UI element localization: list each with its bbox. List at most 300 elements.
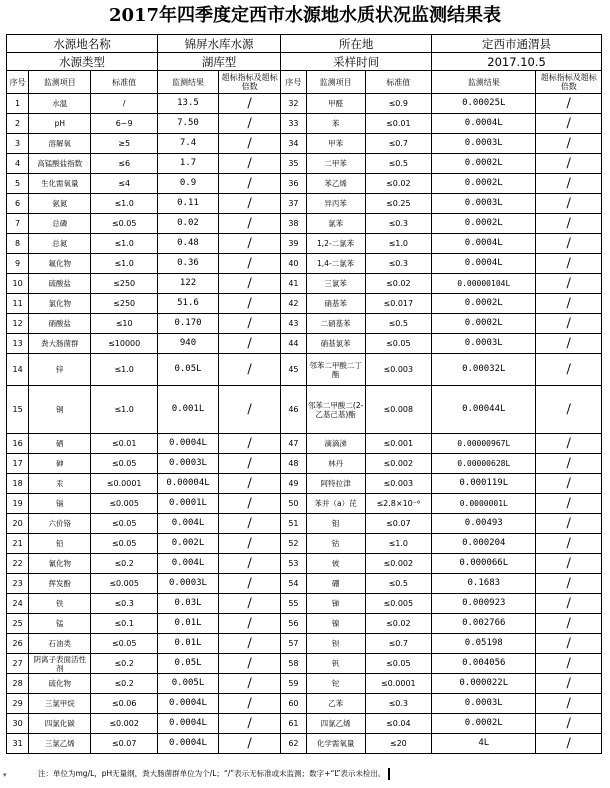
result-value-right: 0.0003L [432, 694, 536, 714]
row-number-right: 50 [281, 494, 307, 514]
result-value-left: 0.11 [157, 194, 218, 214]
result-value-right: 0.002766 [432, 614, 536, 634]
item-name-left: pH [29, 114, 91, 134]
table-row [7, 354, 602, 386]
table-row [7, 214, 602, 234]
standard-value-left: ≤4 [91, 174, 158, 194]
row-number-right: 58 [281, 654, 307, 674]
item-name-left: 四氯化碳 [29, 714, 91, 734]
footnote [38, 768, 390, 780]
result-value-right: 0.000066L [432, 554, 536, 574]
exceed-value-right: / [536, 434, 602, 454]
exceed-value-left: / [219, 674, 281, 694]
item-name-right: 钴 [306, 534, 365, 554]
exceed-value-right: / [536, 154, 602, 174]
item-name-right: 甲醛 [306, 94, 365, 114]
table-row [7, 94, 602, 114]
table-row [7, 334, 602, 354]
result-value-right: 0.00000967L [432, 434, 536, 454]
item-name-left: 镉 [29, 494, 91, 514]
standard-value-left: ≤0.07 [91, 734, 158, 754]
standard-value-right: ≤0.02 [365, 614, 432, 634]
row-number-right: 45 [281, 354, 307, 386]
item-name-right: 铊 [306, 674, 365, 694]
exceed-value-right: / [536, 694, 602, 714]
standard-value-right: ≤0.005 [365, 594, 432, 614]
row-number-left: 8 [7, 234, 29, 254]
row-number-left: 27 [7, 654, 29, 674]
table-row [7, 674, 602, 694]
table-row [7, 514, 602, 534]
exceed-value-right: / [536, 386, 602, 434]
item-name-left: 石油类 [29, 634, 91, 654]
report-title: 2017年四季度定西市水源地水质状况监测结果表 [108, 5, 502, 26]
item-name-left: 硝酸盐 [29, 314, 91, 334]
item-name-left: 三氯甲烷 [29, 694, 91, 714]
result-value-left: 0.05L [157, 354, 218, 386]
item-name-right: 1,2-二氯苯 [306, 234, 365, 254]
exceed-value-left: / [219, 94, 281, 114]
result-value-right: 0.0000001L [432, 494, 536, 514]
row-number-right: 35 [281, 154, 307, 174]
exceed-value-right: / [536, 294, 602, 314]
exceed-value-right: / [536, 454, 602, 474]
result-value-right: 0.0004L [432, 234, 536, 254]
table-row [7, 534, 602, 554]
exceed-value-left: / [219, 234, 281, 254]
result-value-left: 0.0004L [157, 694, 218, 714]
standard-value-left: ≤10 [91, 314, 158, 334]
item-name-right: 镍 [306, 614, 365, 634]
source-type-value: 湖库型 [157, 53, 280, 71]
item-name-right: 氯苯 [306, 214, 365, 234]
row-number-left: 11 [7, 294, 29, 314]
table-row [7, 254, 602, 274]
item-name-left: 氟化物 [29, 254, 91, 274]
exceed-value-left: / [219, 274, 281, 294]
exceed-value-left: / [219, 694, 281, 714]
item-name-left: 总氮 [29, 234, 91, 254]
table-row [7, 386, 602, 434]
item-name-left: 氯化物 [29, 294, 91, 314]
result-value-left: 51.6 [157, 294, 218, 314]
exceed-value-left: / [219, 494, 281, 514]
row-number-left: 3 [7, 134, 29, 154]
table-row [7, 194, 602, 214]
result-value-left: 0.0003L [157, 574, 218, 594]
standard-value-right: ≤0.01 [365, 114, 432, 134]
row-number-left: 19 [7, 494, 29, 514]
exceed-value-right: / [536, 614, 602, 634]
exceed-value-right: / [536, 554, 602, 574]
exceed-value-left: / [219, 654, 281, 674]
row-number-left: 16 [7, 434, 29, 454]
row-number-left: 1 [7, 94, 29, 114]
row-number-left: 13 [7, 334, 29, 354]
item-name-right: 乙苯 [306, 694, 365, 714]
exceed-value-right: / [536, 674, 602, 694]
standard-value-left: ≤1.0 [91, 234, 158, 254]
row-number-left: 24 [7, 594, 29, 614]
result-value-right: 0.0002L [432, 314, 536, 334]
exceed-value-left: / [219, 294, 281, 314]
exceed-value-left: / [219, 574, 281, 594]
standard-value-right: ≤0.5 [365, 574, 432, 594]
item-name-left: 三氯乙烯 [29, 734, 91, 754]
standard-value-left: ≤6 [91, 154, 158, 174]
result-value-left: 0.01L [157, 614, 218, 634]
meta-row-2 [7, 53, 602, 71]
exceed-value-left: / [219, 134, 281, 154]
source-type-label: 水源类型 [7, 53, 158, 71]
result-value-left: 0.01L [157, 634, 218, 654]
standard-value-right: ≤1.0 [365, 534, 432, 554]
row-number-right: 36 [281, 174, 307, 194]
row-number-left: 5 [7, 174, 29, 194]
result-value-right: 0.00493 [432, 514, 536, 534]
exceed-value-left: / [219, 154, 281, 174]
result-value-right: 0.00000628L [432, 454, 536, 474]
item-name-left: 六价铬 [29, 514, 91, 534]
exceed-value-left: / [219, 454, 281, 474]
standard-value-left: ≤1.0 [91, 354, 158, 386]
header-result: 监测结果 [157, 71, 218, 94]
result-value-left: 940 [157, 334, 218, 354]
exceed-value-left: / [219, 334, 281, 354]
row-number-right: 47 [281, 434, 307, 454]
result-value-right: 0.000119L [432, 474, 536, 494]
result-value-right: 0.0003L [432, 194, 536, 214]
exceed-value-right: / [536, 494, 602, 514]
item-name-left: 汞 [29, 474, 91, 494]
result-value-left: 0.004L [157, 554, 218, 574]
standard-value-right: ≤0.5 [365, 314, 432, 334]
table-row [7, 734, 602, 754]
item-name-left: 阴离子表面活性剂 [29, 654, 91, 674]
standard-value-right: ≤0.9 [365, 94, 432, 114]
standard-value-left: ≤1.0 [91, 386, 158, 434]
row-number-right: 33 [281, 114, 307, 134]
result-value-right: 0.0002L [432, 294, 536, 314]
row-number-left: 29 [7, 694, 29, 714]
table-row [7, 694, 602, 714]
header-item-2: 监测项目 [306, 71, 365, 94]
row-number-right: 40 [281, 254, 307, 274]
source-name-value: 锦屏水库水源 [157, 35, 280, 53]
table-row [7, 314, 602, 334]
exceed-value-left: / [219, 534, 281, 554]
exceed-value-right: / [536, 174, 602, 194]
standard-value-right: ≤0.5 [365, 154, 432, 174]
item-name-left: 锌 [29, 354, 91, 386]
table-row [7, 474, 602, 494]
exceed-value-right: / [536, 254, 602, 274]
row-number-right: 60 [281, 694, 307, 714]
standard-value-left: ≤1.0 [91, 194, 158, 214]
standard-value-right: ≤0.3 [365, 694, 432, 714]
exceed-value-right: / [536, 734, 602, 754]
result-value-left: 0.48 [157, 234, 218, 254]
standard-value-right: ≤0.07 [365, 514, 432, 534]
item-name-left: 氰化物 [29, 554, 91, 574]
standard-value-left: ≤0.3 [91, 594, 158, 614]
item-name-right: 邻苯二甲酸二丁酯 [306, 354, 365, 386]
standard-value-left: ≤0.05 [91, 514, 158, 534]
item-name-right: 阿特拉津 [306, 474, 365, 494]
row-number-left: 17 [7, 454, 29, 474]
item-name-right: 林丹 [306, 454, 365, 474]
result-value-right: 4L [432, 734, 536, 754]
item-name-left: 总磷 [29, 214, 91, 234]
exceed-value-left: / [219, 354, 281, 386]
table-row [7, 294, 602, 314]
item-name-right: 锑 [306, 594, 365, 614]
result-value-left: 0.001L [157, 386, 218, 434]
standard-value-left: ≤250 [91, 274, 158, 294]
result-value-right: 0.0002L [432, 714, 536, 734]
exceed-value-right: / [536, 474, 602, 494]
row-number-left: 10 [7, 274, 29, 294]
header-standard: 标准值 [91, 71, 158, 94]
row-number-right: 39 [281, 234, 307, 254]
result-value-left: 0.02 [157, 214, 218, 234]
text-cursor-bar [388, 768, 390, 780]
table-row [7, 574, 602, 594]
result-value-right: 0.0003L [432, 334, 536, 354]
row-number-right: 38 [281, 214, 307, 234]
exceed-value-left: / [219, 434, 281, 454]
exceed-value-left: / [219, 474, 281, 494]
water-quality-table [6, 34, 602, 754]
row-number-left: 12 [7, 314, 29, 334]
row-number-right: 51 [281, 514, 307, 534]
standard-value-right: ≤0.05 [365, 334, 432, 354]
standard-value-left: ≤250 [91, 294, 158, 314]
exceed-value-right: / [536, 334, 602, 354]
exceed-value-right: / [536, 274, 602, 294]
row-number-right: 62 [281, 734, 307, 754]
exceed-value-right: / [536, 214, 602, 234]
item-name-right: 滴滴涕 [306, 434, 365, 454]
item-name-left: 氨氮 [29, 194, 91, 214]
row-number-right: 48 [281, 454, 307, 474]
item-name-right: 钡 [306, 634, 365, 654]
item-name-left: 水温 [29, 94, 91, 114]
exceed-value-right: / [536, 654, 602, 674]
standard-value-right: ≤0.008 [365, 386, 432, 434]
result-value-right: 0.00044L [432, 386, 536, 434]
row-number-left: 6 [7, 194, 29, 214]
standard-value-right: ≤0.02 [365, 174, 432, 194]
result-value-right: 0.0002L [432, 154, 536, 174]
item-name-left: 生化需氧量 [29, 174, 91, 194]
table-row [7, 614, 602, 634]
item-name-right: 钼 [306, 514, 365, 534]
table-row [7, 454, 602, 474]
result-value-left: 0.36 [157, 254, 218, 274]
exceed-value-right: / [536, 574, 602, 594]
row-number-left: 20 [7, 514, 29, 534]
exceed-value-left: / [219, 614, 281, 634]
row-number-right: 46 [281, 386, 307, 434]
item-name-right: 苯 [306, 114, 365, 134]
standard-value-left: ≤0.1 [91, 614, 158, 634]
result-value-left: 7.4 [157, 134, 218, 154]
table-row [7, 274, 602, 294]
standard-value-left: / [91, 94, 158, 114]
table-row [7, 554, 602, 574]
standard-value-left: ≥5 [91, 134, 158, 154]
item-name-left: 溶解氧 [29, 134, 91, 154]
item-name-left: 高锰酸盐指数 [29, 154, 91, 174]
item-name-left: 砷 [29, 454, 91, 474]
meta-row-1 [7, 35, 602, 53]
standard-value-right: ≤0.0001 [365, 674, 432, 694]
standard-value-left: ≤0.0001 [91, 474, 158, 494]
standard-value-right: ≤2.8×10⁻⁶ [365, 494, 432, 514]
exceed-value-left: / [219, 734, 281, 754]
item-name-right: 硼 [306, 574, 365, 594]
result-value-left: 0.0003L [157, 454, 218, 474]
standard-value-right: ≤0.001 [365, 434, 432, 454]
result-value-right: 0.1683 [432, 574, 536, 594]
standard-value-right: ≤0.05 [365, 654, 432, 674]
standard-value-left: ≤0.2 [91, 554, 158, 574]
row-number-left: 7 [7, 214, 29, 234]
exceed-value-left: / [219, 386, 281, 434]
standard-value-right: ≤0.003 [365, 474, 432, 494]
standard-value-left: ≤0.002 [91, 714, 158, 734]
footnote-text: 注：单位为mg/L，pH无量纲，粪大肠菌群单位为个/L；“/”表示无标准或未监测；数字+“L”表示未检出。 [38, 769, 386, 778]
header-exceed: 超标指标及超标倍数 [219, 71, 281, 94]
result-value-left: 7.50 [157, 114, 218, 134]
corner-mark-icon: ▾ [3, 771, 7, 779]
exceed-value-left: / [219, 594, 281, 614]
standard-value-left: ≤0.05 [91, 454, 158, 474]
row-number-left: 31 [7, 734, 29, 754]
row-number-right: 56 [281, 614, 307, 634]
standard-value-left: ≤0.2 [91, 674, 158, 694]
result-value-right: 0.00032L [432, 354, 536, 386]
location-value: 定西市通渭县 [432, 35, 602, 53]
row-number-right: 55 [281, 594, 307, 614]
result-value-right: 0.05198 [432, 634, 536, 654]
standard-value-right: ≤1.0 [365, 234, 432, 254]
row-number-left: 25 [7, 614, 29, 634]
item-name-left: 硫酸盐 [29, 274, 91, 294]
sampling-time-label: 采样时间 [281, 53, 432, 71]
result-value-left: 1.7 [157, 154, 218, 174]
item-name-right: 四氯乙烯 [306, 714, 365, 734]
exceed-value-right: / [536, 714, 602, 734]
row-number-right: 32 [281, 94, 307, 114]
result-value-left: 13.5 [157, 94, 218, 114]
item-name-right: 二甲苯 [306, 154, 365, 174]
result-value-right: 0.000204 [432, 534, 536, 554]
exceed-value-right: / [536, 514, 602, 534]
row-number-left: 2 [7, 114, 29, 134]
header-exceed-2: 超标指标及超标倍数 [536, 71, 602, 94]
standard-value-right: ≤0.003 [365, 354, 432, 386]
standard-value-left: ≤0.05 [91, 534, 158, 554]
row-number-right: 53 [281, 554, 307, 574]
item-name-left: 硒 [29, 434, 91, 454]
standard-value-right: ≤0.002 [365, 554, 432, 574]
table-row [7, 434, 602, 454]
exceed-value-right: / [536, 594, 602, 614]
standard-value-right: ≤0.7 [365, 134, 432, 154]
exceed-value-right: / [536, 314, 602, 334]
item-name-right: 1,4-二氯苯 [306, 254, 365, 274]
standard-value-left: ≤0.01 [91, 434, 158, 454]
row-number-right: 61 [281, 714, 307, 734]
item-name-right: 钒 [306, 654, 365, 674]
result-value-right: 0.0002L [432, 174, 536, 194]
result-value-left: 0.170 [157, 314, 218, 334]
result-value-right: 0.000022L [432, 674, 536, 694]
standard-value-left: ≤10000 [91, 334, 158, 354]
result-value-left: 0.05L [157, 654, 218, 674]
row-number-left: 26 [7, 634, 29, 654]
standard-value-right: ≤20 [365, 734, 432, 754]
standard-value-right: ≤0.017 [365, 294, 432, 314]
table-row [7, 174, 602, 194]
header-no: 序号 [7, 71, 29, 94]
result-value-left: 0.03L [157, 594, 218, 614]
table-row [7, 494, 602, 514]
table-row [7, 134, 602, 154]
row-number-left: 9 [7, 254, 29, 274]
source-name-label: 水源地名称 [7, 35, 158, 53]
exceed-value-left: / [219, 194, 281, 214]
exceed-value-right: / [536, 94, 602, 114]
standard-value-left: ≤0.2 [91, 654, 158, 674]
row-number-left: 4 [7, 154, 29, 174]
result-value-left: 0.0001L [157, 494, 218, 514]
item-name-right: 异丙苯 [306, 194, 365, 214]
exceed-value-right: / [536, 354, 602, 386]
row-number-left: 30 [7, 714, 29, 734]
result-value-left: 0.005L [157, 674, 218, 694]
standard-value-left: ≤0.06 [91, 694, 158, 714]
result-value-left: 0.0004L [157, 434, 218, 454]
table-body [7, 35, 602, 754]
row-number-left: 28 [7, 674, 29, 694]
column-header-row [7, 71, 602, 94]
item-name-left: 粪大肠菌群 [29, 334, 91, 354]
exceed-value-left: / [219, 314, 281, 334]
standard-value-right: ≤0.04 [365, 714, 432, 734]
header-result-2: 监测结果 [432, 71, 536, 94]
row-number-right: 37 [281, 194, 307, 214]
table-row [7, 714, 602, 734]
item-name-right: 苯并（a）芘 [306, 494, 365, 514]
row-number-right: 43 [281, 314, 307, 334]
row-number-left: 18 [7, 474, 29, 494]
header-no-2: 序号 [281, 71, 307, 94]
exceed-value-right: / [536, 194, 602, 214]
location-label: 所在地 [281, 35, 432, 53]
item-name-left: 铜 [29, 386, 91, 434]
item-name-left: 硫化物 [29, 674, 91, 694]
result-value-left: 0.9 [157, 174, 218, 194]
result-value-right: 0.0002L [432, 214, 536, 234]
standard-value-left: ≤1.0 [91, 254, 158, 274]
item-name-left: 挥发酚 [29, 574, 91, 594]
exceed-value-left: / [219, 554, 281, 574]
result-value-right: 0.004056 [432, 654, 536, 674]
standard-value-right: ≤0.3 [365, 214, 432, 234]
